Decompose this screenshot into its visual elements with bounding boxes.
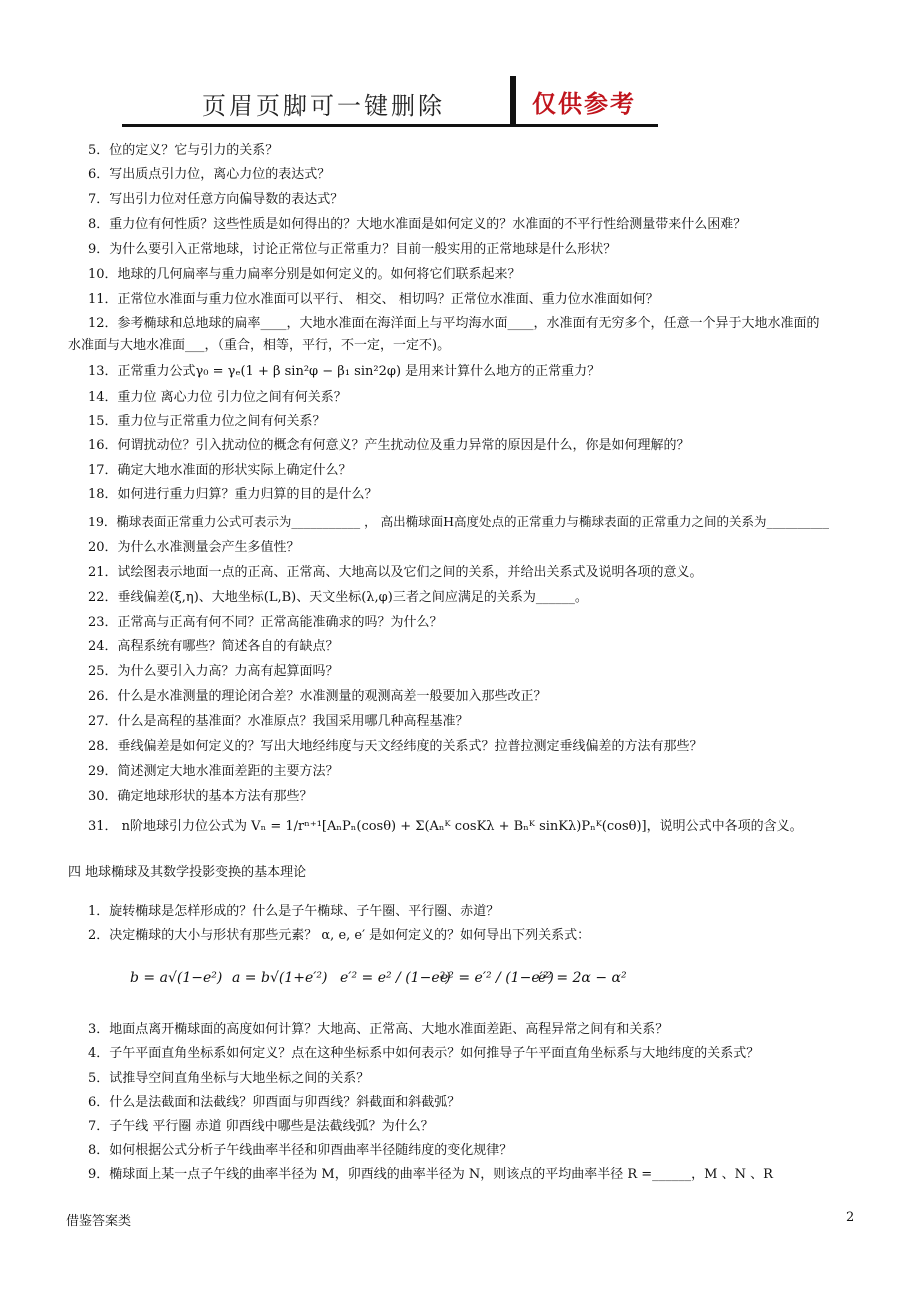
question-30: 30．确定地球形状的基本方法有那些？ (88, 789, 313, 804)
question-7: 7．写出引力位对任意方向偏导数的表达式？ (88, 192, 344, 207)
header-banner (122, 76, 658, 128)
section-4-question-1: 1．旋转椭球是怎样形成的？什么是子午椭球、子午圈、平行圈、赤道？ (88, 904, 500, 919)
question-29: 29．简述测定大地水准面差距的主要方法？ (88, 764, 339, 779)
section-4-question-4: 4．子午平面直角坐标系如何定义？点在这种坐标系中如何表示？如何推导子午平面直角坐标系与大地纬度的关系式？ (88, 1046, 760, 1061)
question-17: 17．确定大地水准面的形状实际上确定什么？ (88, 463, 352, 478)
question-5: 5．位的定义？它与引力的关系？ (88, 143, 279, 158)
question-12-cont: 水准面与大地水准面___，（重合，相等，平行，不一定，一定不)。 (68, 338, 451, 353)
question-14: 14．重力位 离心力位 引力位之间有何关系？ (88, 390, 347, 405)
section-4-heading: 四 地球椭球及其数学投影变换的基本理论 (68, 865, 307, 880)
question-6: 6．写出质点引力位，离心力位的表达式？ (88, 167, 331, 182)
banner-left-text: 页眉页脚可一键删除 (202, 92, 445, 120)
question-12: 12．参考椭球和总地球的扁率____，大地水准面在海洋面上与平均海水面____，水准面有无穷多个，任意一个异于大地水准面的 (88, 316, 820, 331)
question-31: 31． n阶地球引力位公式为 Vₙ = 1/rⁿ⁺¹[AₙPₙ(cosθ) + Σ(Aₙᴷ cosKλ + Bₙᴷ sinKλ)Pₙᴷ(cosθ)]，说明公式中各项的含义。 (88, 819, 803, 834)
formula-e-prime: e′² = e² / (1−e²) (340, 970, 451, 986)
question-21: 21．试绘图表示地面一点的正高、正常高、大地高以及它们之间的关系，并给出关系式及说明各项的意义。 (88, 565, 703, 580)
question-23: 23．正常高与正高有何不同？正常高能准确求的吗？为什么？ (88, 615, 443, 630)
section-4-question-9: 9．椭球面上某一点子午线的曲率半径为 M，卯酉线的曲率半径为 N，则该点的平均曲率半径 R =______，M 、N 、R (88, 1167, 773, 1182)
formula-e: e² = e′² / (1−e′²) (440, 970, 554, 986)
question-9: 9．为什么要引入正常地球，讨论正常位与正常重力？目前一般实用的正常地球是什么形状？ (88, 242, 617, 257)
banner-right-text: 仅供参考 (532, 90, 636, 118)
banner-underline (122, 124, 658, 127)
section-4-question-2: 2．决定椭球的大小与形状有那些元素？ α, e, e′ 是如何定义的？如何导出下列关系式： (88, 928, 591, 943)
question-28: 28．垂线偏差是如何定义的？写出大地经纬度与天文经纬度的关系式？拉普拉测定垂线偏差的方法有那些？ (88, 739, 703, 754)
question-16: 16．何谓扰动位？引入扰动位的概念有何意义？产生扰动位及重力异常的原因是什么，你是如何理解的？ (88, 438, 690, 453)
question-27: 27．什么是高程的基准面？水准原点？我国采用哪几种高程基准？ (88, 714, 469, 729)
section-4-question-6: 6．什么是法截面和法截线？卯酉面与卯酉线？斜截面和斜截弧？ (88, 1095, 461, 1110)
formula-b: b = a√(1−e²) (130, 970, 223, 986)
question-15: 15．重力位与正常重力位之间有何关系？ (88, 414, 326, 429)
footer-label: 借鉴答案类 (66, 1214, 132, 1229)
question-20: 20．为什么水准测量会产生多值性？ (88, 540, 300, 555)
page-number: 2 (846, 1210, 855, 1225)
section-4-question-3: 3．地面点离开椭球面的高度如何计算？大地高、正常高、大地水准面差距、高程异常之间有和关系？ (88, 1022, 669, 1037)
section-4-question-8: 8．如何根据公式分析子午线曲率半径和卯酉曲率半径随纬度的变化规律？ (88, 1143, 513, 1158)
question-8: 8．重力位有何性质？这些性质是如何得出的？大地水准面是如何定义的？水准面的不平行性给测量带来什么困难？ (88, 217, 747, 232)
question-18: 18．如何进行重力归算？重力归算的目的是什么？ (88, 487, 378, 502)
formula-e-alpha: e² = 2α − α² (538, 970, 627, 986)
question-24: 24．高程系统有哪些？简述各自的有缺点？ (88, 639, 339, 654)
section-4-question-5: 5．试推导空间直角坐标与大地坐标之间的关系？ (88, 1071, 370, 1086)
question-26: 26．什么是水准测量的理论闭合差？水准测量的观测高差一般要加入那些改正？ (88, 689, 547, 704)
question-22: 22．垂线偏差(ξ,η)、大地坐标(L,B)、天文坐标(λ,φ)三者之间应满足的关系为______。 (88, 590, 588, 605)
question-10: 10．地球的几何扁率与重力扁率分别是如何定义的。如何将它们联系起来？ (88, 267, 521, 282)
section-4-question-7: 7．子午线 平行圈 赤道 卯酉线中哪些是法截线弧？为什么？ (88, 1119, 434, 1134)
formula-a: a = b√(1+e′²) (232, 970, 328, 986)
question-11: 11．正常位水准面与重力位水准面可以平行、 相交、 相切吗？正常位水准面、重力位水准面如何？ (88, 292, 659, 307)
question-25: 25．为什么要引入力高？力高有起算面吗？ (88, 664, 339, 679)
banner-divider (510, 76, 516, 126)
question-19: 19．椭球表面正常重力公式可表示为___________ ， 高出椭球面H高度处点的正常重力与椭球表面的正常重力之间的关系为__________ (88, 514, 830, 529)
question-13: 13．正常重力公式γ₀ = γₑ(1 + β sin²φ − β₁ sin²2φ) 是用来计算什么地方的正常重力？ (88, 364, 601, 379)
